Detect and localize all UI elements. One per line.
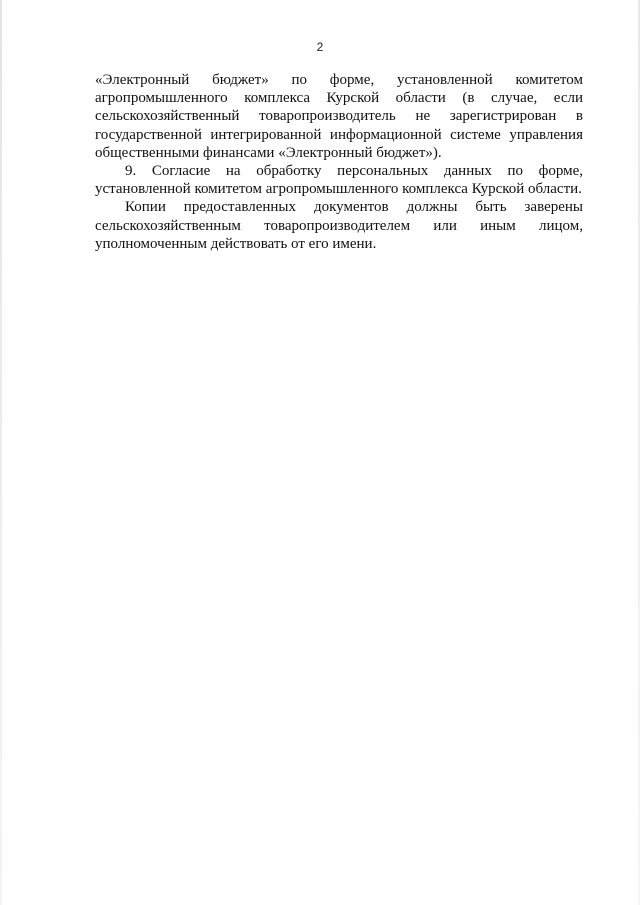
page-left-edge bbox=[0, 0, 2, 905]
paragraph-item-9: 9. Согласие на обработку персональных данных по форме, установленной комитетом агропромышленного комплекса Курской области. bbox=[95, 163, 583, 198]
document-body bbox=[95, 71, 583, 253]
paragraph-continuation: «Электронный бюджет» по форме, установленной комитетом агропромышленного комплекса Курской области (в случае, если сельскохозяйственный товаропроизводитель не зарегистрирован в государственной интегрированной информационной системе управления общественными финансами «Электронный бюджет»). bbox=[95, 72, 583, 161]
page-number: 2 bbox=[316, 40, 324, 54]
paragraph-copies-note: Копии предоставленных документов должны быть заверены сельскохозяйственным товаропроизводителем или иным лицом, уполномоченным действовать от его имени. bbox=[95, 199, 583, 252]
